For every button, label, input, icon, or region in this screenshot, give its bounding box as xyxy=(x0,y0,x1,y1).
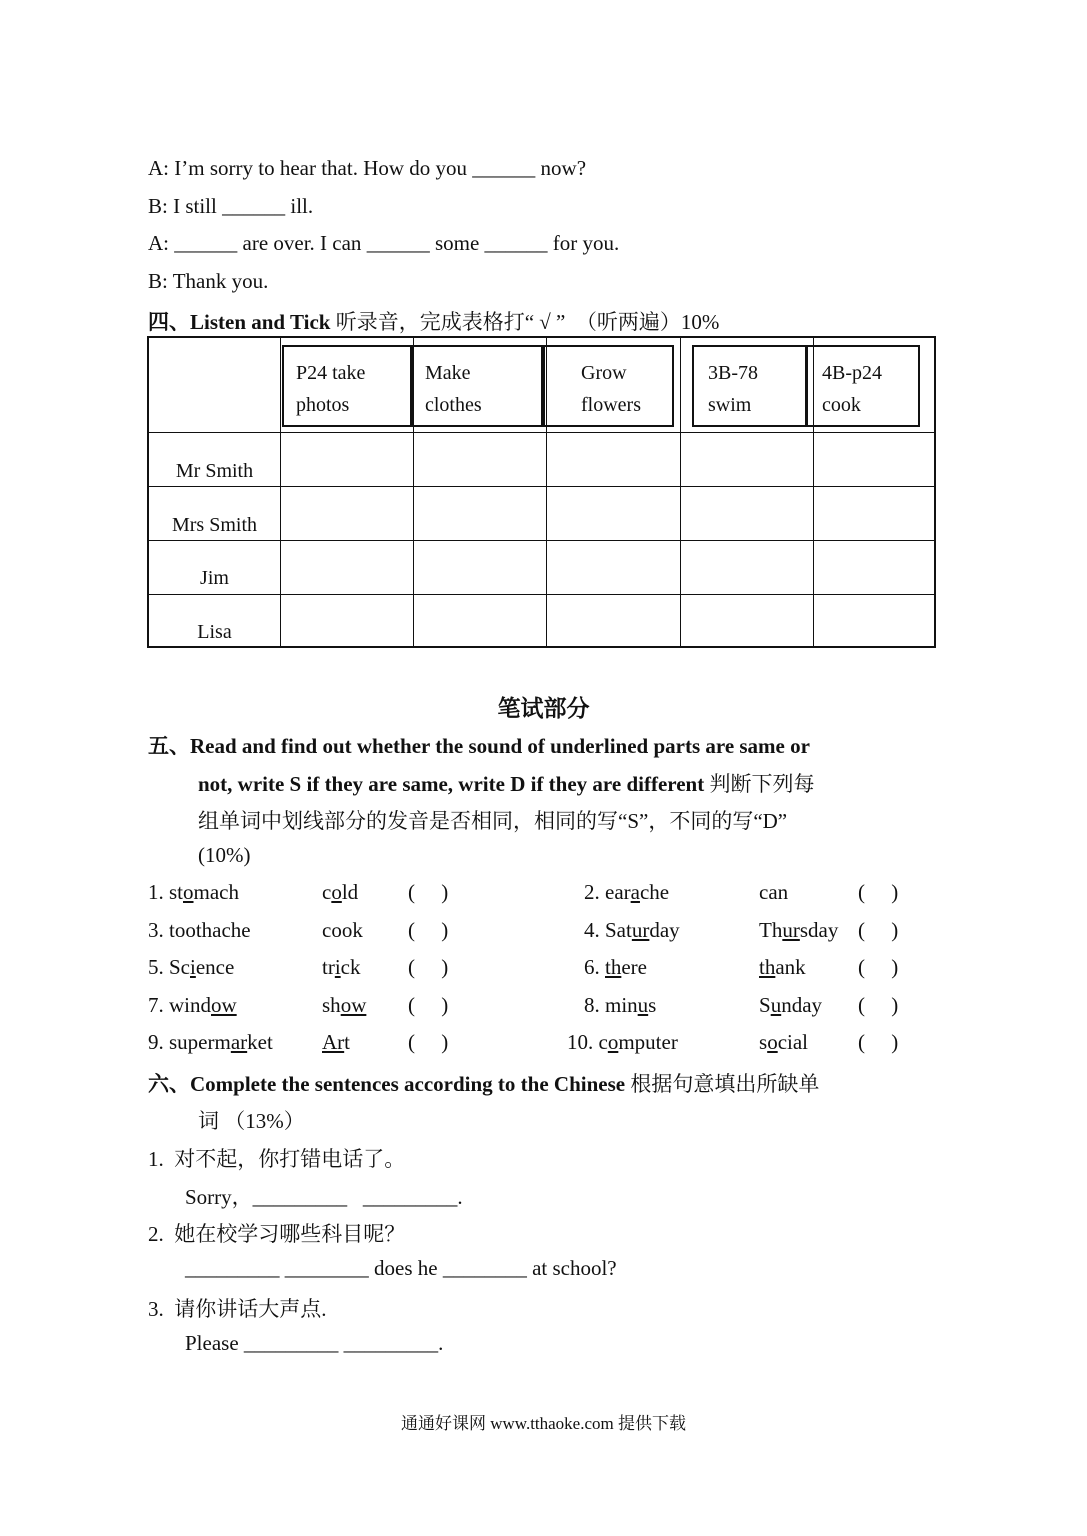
item-word: toothache xyxy=(169,918,251,942)
phonics-item-6-word2 xyxy=(759,955,806,980)
q3-chinese: 3. 请你讲话大声点. xyxy=(148,1297,327,1321)
item-word: Art xyxy=(322,1030,351,1054)
phonics-item-9-word2 xyxy=(322,1030,350,1055)
item-word: social xyxy=(759,1030,808,1054)
phonics-item-5-word1: 5. Science xyxy=(148,955,235,979)
row-label-mr-smith: Mr Smith xyxy=(175,460,254,482)
item-word: cold xyxy=(322,880,359,904)
item-word: Science xyxy=(169,955,235,979)
column-header-take-photos: P24 take photos xyxy=(282,345,412,427)
phonics-item-3-word2 xyxy=(322,918,363,943)
section5-heading-line4: (10%) xyxy=(198,843,251,867)
row-label-lisa: Lisa xyxy=(197,621,232,643)
item-word: supermarket xyxy=(169,1030,273,1054)
answer-parentheses[interactable]: ( ) xyxy=(858,918,899,942)
item-word: trick xyxy=(322,955,361,979)
item-word: Thursday xyxy=(759,918,839,942)
item-word: Saturday xyxy=(605,918,680,942)
section5-heading-line2: not, write S if they are same, write D if they are different 判断下列每 xyxy=(198,772,815,796)
footer: 通通好课网 www.tthaoke.com 提供下载 xyxy=(400,1414,687,1433)
item-word: show xyxy=(322,993,367,1017)
section4-heading: 四、Listen and Tick 听录音，完成表格打“ √ ” （听两遍）10% xyxy=(148,310,720,334)
phonics-item-1-word1: 1. stomach xyxy=(148,880,239,904)
dialogue-line-3: A: ______ are over. I can ______ some ______ for you. xyxy=(148,231,620,255)
answer-parentheses[interactable]: ( ) xyxy=(408,880,449,904)
row-label-mrs-smith: Mrs Smith xyxy=(171,514,258,536)
phonics-item-10-word1: 10. computer xyxy=(567,1030,678,1054)
phonics-item-4-word1: 4. Saturday xyxy=(584,918,680,942)
q1-chinese: 1. 对不起，你打错电话了。 xyxy=(148,1147,406,1171)
phonics-item-2-word1: 2. earache xyxy=(584,880,670,904)
phonics-item-1-word2 xyxy=(322,880,358,905)
answer-parentheses[interactable]: ( ) xyxy=(858,1030,899,1054)
phonics-item-6-word1: 6. there xyxy=(584,955,647,979)
item-word: can xyxy=(759,880,789,904)
phonics-item-5-word2 xyxy=(322,955,361,980)
dialogue-line-4: B: Thank you. xyxy=(148,269,269,293)
answer-parentheses[interactable]: ( ) xyxy=(858,880,899,904)
phonics-item-8-word2 xyxy=(759,993,822,1018)
item-word: earache xyxy=(605,880,670,904)
answer-parentheses[interactable]: ( ) xyxy=(858,993,899,1017)
item-word: minus xyxy=(605,993,657,1017)
answer-parentheses[interactable]: ( ) xyxy=(408,955,449,979)
phonics-item-9-word1: 9. supermarket xyxy=(148,1030,273,1054)
tick-table xyxy=(147,336,936,648)
section5-heading-line3: 组单词中划线部分的发音是否相同，相同的写“S”，不同的写“D” xyxy=(198,809,788,833)
phonics-item-2-word2 xyxy=(759,880,788,905)
section5-heading: 五、Read and find out whether the sound of underlined parts are same or xyxy=(148,734,810,758)
phonics-item-10-word2 xyxy=(759,1030,808,1055)
q3-english: Please _________ _________. xyxy=(185,1331,444,1355)
column-header-cook: 4B-p24 cook xyxy=(806,345,920,427)
dialogue-line-2: B: I still ______ ill. xyxy=(148,194,314,218)
answer-parentheses[interactable]: ( ) xyxy=(858,955,899,979)
q2-chinese: 2. 她在校学习哪些科目呢？ xyxy=(148,1222,406,1246)
column-header-grow-flowers: Grow flowers xyxy=(543,345,674,427)
q1-english: Sorry，_________ _________. xyxy=(185,1185,463,1209)
answer-parentheses[interactable]: ( ) xyxy=(408,993,449,1017)
dialogue-line-1: A: I’m sorry to hear that. How do you ______ now? xyxy=(148,156,587,180)
written-part-title: 笔试部分 xyxy=(497,696,590,722)
phonics-item-7-word2 xyxy=(322,993,366,1018)
answer-parentheses[interactable]: ( ) xyxy=(408,918,449,942)
section6-heading-line2: 词 （13%） xyxy=(198,1109,305,1133)
q2-english: _________ ________ does he ________ at school? xyxy=(185,1256,617,1280)
section6-heading: 六、Complete the sentences according to the Chinese 根据句意填出所缺单 xyxy=(148,1072,820,1096)
item-word: stomach xyxy=(169,880,239,904)
phonics-item-3-word1: 3. toothache xyxy=(148,918,251,942)
item-word: there xyxy=(605,955,647,979)
phonics-item-8-word1: 8. minus xyxy=(584,993,657,1017)
item-word: computer xyxy=(598,1030,678,1054)
column-header-make-clothes: Make clothes xyxy=(411,345,543,427)
answer-parentheses[interactable]: ( ) xyxy=(408,1030,449,1054)
item-word: window xyxy=(169,993,237,1017)
phonics-item-4-word2 xyxy=(759,918,838,943)
item-word: cook xyxy=(322,918,363,942)
phonics-item-7-word1: 7. window xyxy=(148,993,237,1017)
item-word: Sunday xyxy=(759,993,823,1017)
row-label-jim: Jim xyxy=(200,567,229,589)
column-header-swim: 3B-78 swim xyxy=(692,345,807,427)
item-word: thank xyxy=(759,955,806,979)
